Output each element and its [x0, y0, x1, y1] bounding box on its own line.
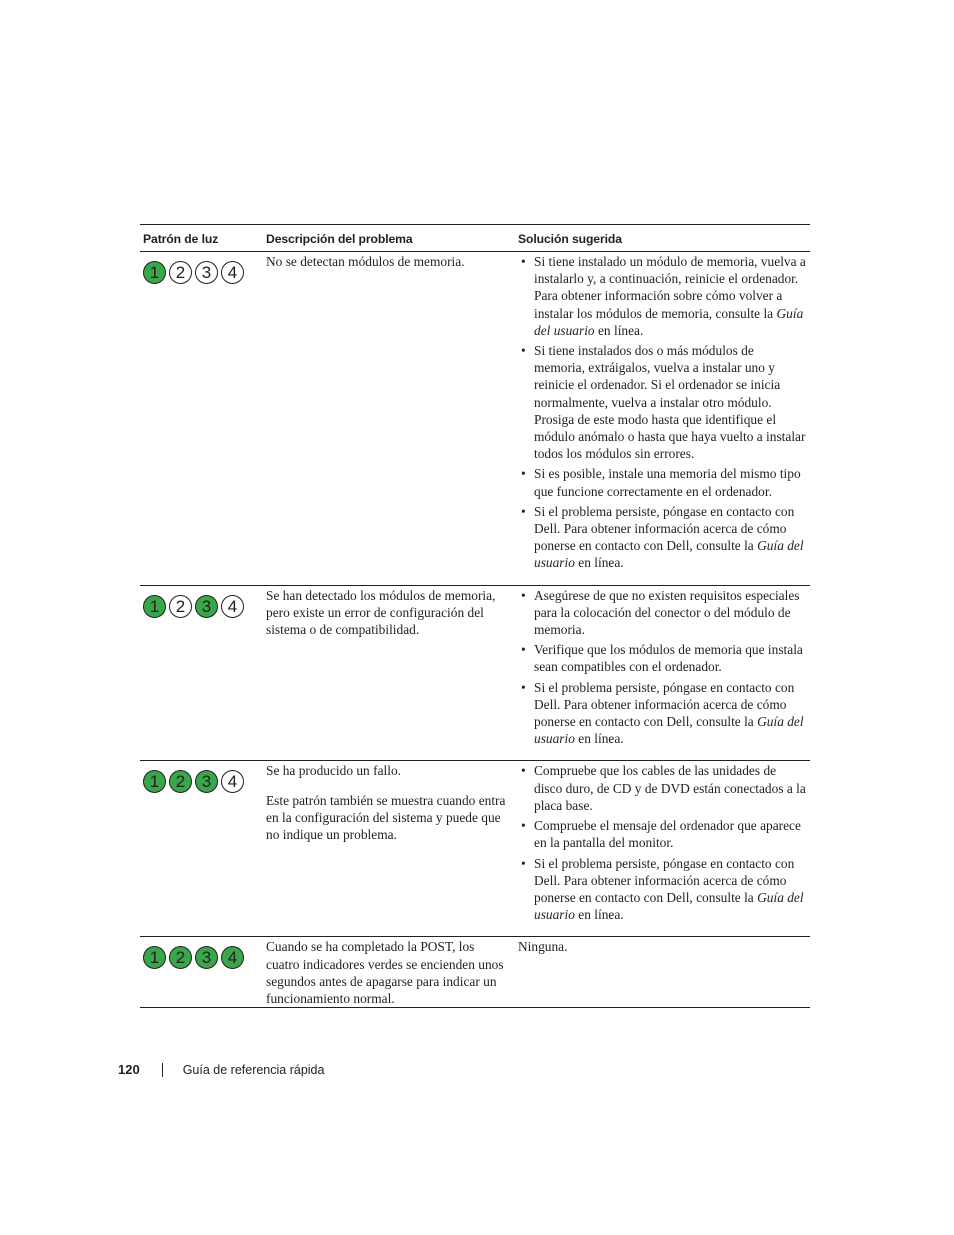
diagnostic-lights: [143, 770, 263, 793]
suggested-solution-cell: [515, 252, 810, 586]
diagnostic-lights: [143, 946, 263, 969]
solution-item: [534, 855, 806, 924]
solution-text: Si tiene instalado un módulo de memoria, vuelva a instalarlo y, a continuación, reinicie el ordenador. Para obtener información sobre cómo volver a instalar los módulos de memoria, consulte la: [534, 254, 806, 321]
diagnostic-light-2-off-icon: 2: [169, 261, 192, 284]
diagnostic-light-3-on-icon: 3: [195, 770, 218, 793]
solution-text-suffix: en línea.: [574, 731, 624, 747]
solution-text: Verifique que los módulos de memoria que instala sean compatibles con el ordenador.: [534, 642, 803, 675]
diagnostic-light-1-on-icon: 1: [143, 770, 166, 793]
solution-text-suffix: en línea.: [574, 555, 624, 571]
solution-text: Si es posible, instale una memoria del mismo tipo que funcione correctamente en el ordenador.: [534, 466, 801, 499]
light-pattern-cell: [140, 252, 263, 586]
solution-item: [534, 817, 806, 851]
table-row: [140, 252, 810, 586]
suggested-solution-cell: [515, 585, 810, 761]
diagnostic-light-1-on-icon: 1: [143, 946, 166, 969]
table-row: [140, 761, 810, 937]
diagnostic-light-3-on-icon: 3: [195, 946, 218, 969]
solution-item: [534, 465, 806, 499]
diagnostic-light-4-off-icon: 4: [221, 261, 244, 284]
diagnostic-light-4-off-icon: 4: [221, 770, 244, 793]
table-header-row: [140, 225, 810, 252]
problem-description-text: Se ha producido un fallo.: [266, 763, 401, 779]
header-suggested-solution: Solución sugerida: [518, 232, 622, 246]
diagnostic-lights: [143, 261, 263, 284]
problem-description-cell: [263, 252, 515, 586]
solution-text: Si el problema persiste, póngase en contacto con Dell. Para obtener información acerca de cómo ponerse en contacto con Dell, consulte la: [534, 503, 795, 554]
problem-description-text: No se detectan módulos de memoria.: [266, 254, 465, 269]
diagnostic-light-3-on-icon: 3: [195, 595, 218, 618]
problem-description-cell: [263, 937, 515, 1008]
solution-item: [534, 641, 806, 675]
solution-item: [534, 503, 806, 572]
solution-text-suffix: en línea.: [574, 907, 624, 923]
diagnostic-light-2-off-icon: 2: [169, 595, 192, 618]
solution-text: Si el problema persiste, póngase en contacto con Dell. Para obtener información acerca de cómo ponerse en contacto con Dell, consulte la: [534, 679, 795, 730]
header-problem-description: Descripción del problema: [266, 232, 413, 246]
footer-separator: [162, 1063, 163, 1077]
user-guide-reference: Guía del usuario: [534, 538, 804, 571]
page-footer: [118, 1062, 324, 1077]
solution-text-suffix: en línea.: [594, 322, 644, 338]
problem-description-text: Cuando se ha completado la POST, los cuatro indicadores verdes se encienden unos segundos antes de apagarse para indicar un funcionamiento normal.: [266, 939, 504, 1006]
user-guide-reference: Guía del usuario: [534, 305, 804, 338]
solution-item: [534, 253, 806, 339]
diagnostic-light-4-on-icon: 4: [221, 946, 244, 969]
solution-text: Si el problema persiste, póngase en contacto con Dell. Para obtener información acerca de cómo ponerse en contacto con Dell, consulte la: [534, 855, 795, 905]
diagnostic-lights-table: [140, 224, 810, 1008]
footer-document-title: Guía de referencia rápida: [182, 1062, 325, 1077]
solution-text: Compruebe el mensaje del ordenador que aparece en la pantalla del monitor.: [534, 818, 801, 851]
solution-text: Compruebe que los cables de las unidades de disco duro, de CD y de DVD están conectados a la placa base.: [534, 763, 806, 813]
solution-item: [534, 679, 806, 748]
diagnostic-light-2-on-icon: 2: [169, 770, 192, 793]
light-pattern-cell: [140, 585, 263, 761]
diagnostic-light-4-off-icon: 4: [221, 595, 244, 618]
light-pattern-cell: [140, 937, 263, 1008]
solution-text: Asegúrese de que no existen requisitos especiales para la colocación del conector o del módulo de memoria.: [534, 587, 800, 638]
suggested-solution-cell: [515, 761, 810, 937]
diagnostic-lights-table-wrapper: [140, 224, 810, 1008]
solution-text: Si tiene instalados dos o más módulos de memoria, extráigalos, vuelva a instalar uno y reinicie el ordenador. Si el ordenador se inicia normalmente, vuelva a instalar otro módulo. Prosiga de este modo hasta que identifique el módulo anómalo o hasta que haya vuelto a instalar todos los módulos sin errores.: [534, 343, 806, 462]
solution-item: [534, 762, 806, 814]
solution-text: Ninguna.: [518, 939, 568, 955]
table-header: [140, 225, 810, 252]
problem-description-cell: [263, 585, 515, 761]
solution-list: [518, 762, 806, 923]
solution-list: [518, 587, 806, 748]
diagnostic-light-2-on-icon: 2: [169, 946, 192, 969]
light-pattern-cell: [140, 761, 263, 937]
diagnostic-light-3-off-icon: 3: [195, 261, 218, 284]
diagnostic-light-1-on-icon: 1: [143, 595, 166, 618]
table-row: [140, 937, 810, 1008]
problem-description-cell: [263, 761, 515, 937]
diagnostic-lights: [143, 595, 263, 618]
user-guide-reference: Guía del usuario: [534, 889, 804, 923]
header-light-pattern: Patrón de luz: [143, 232, 219, 246]
suggested-solution-cell: [515, 937, 810, 1008]
diagnostic-light-1-on-icon: 1: [143, 261, 166, 284]
user-guide-reference: Guía del usuario: [534, 714, 804, 747]
solution-list: [518, 253, 806, 572]
problem-description-text: Este patrón también se muestra cuando entra en la configuración del sistema y puede que no indique un problema.: [266, 792, 506, 843]
problem-description-text: Se han detectado los módulos de memoria, pero existe un error de configuración del sistema o de compatibilidad.: [266, 587, 496, 638]
solution-item: [534, 587, 806, 639]
table-row: [140, 585, 810, 761]
table-body: [140, 252, 810, 1008]
page-number: 120: [118, 1062, 140, 1077]
solution-item: [534, 342, 806, 462]
